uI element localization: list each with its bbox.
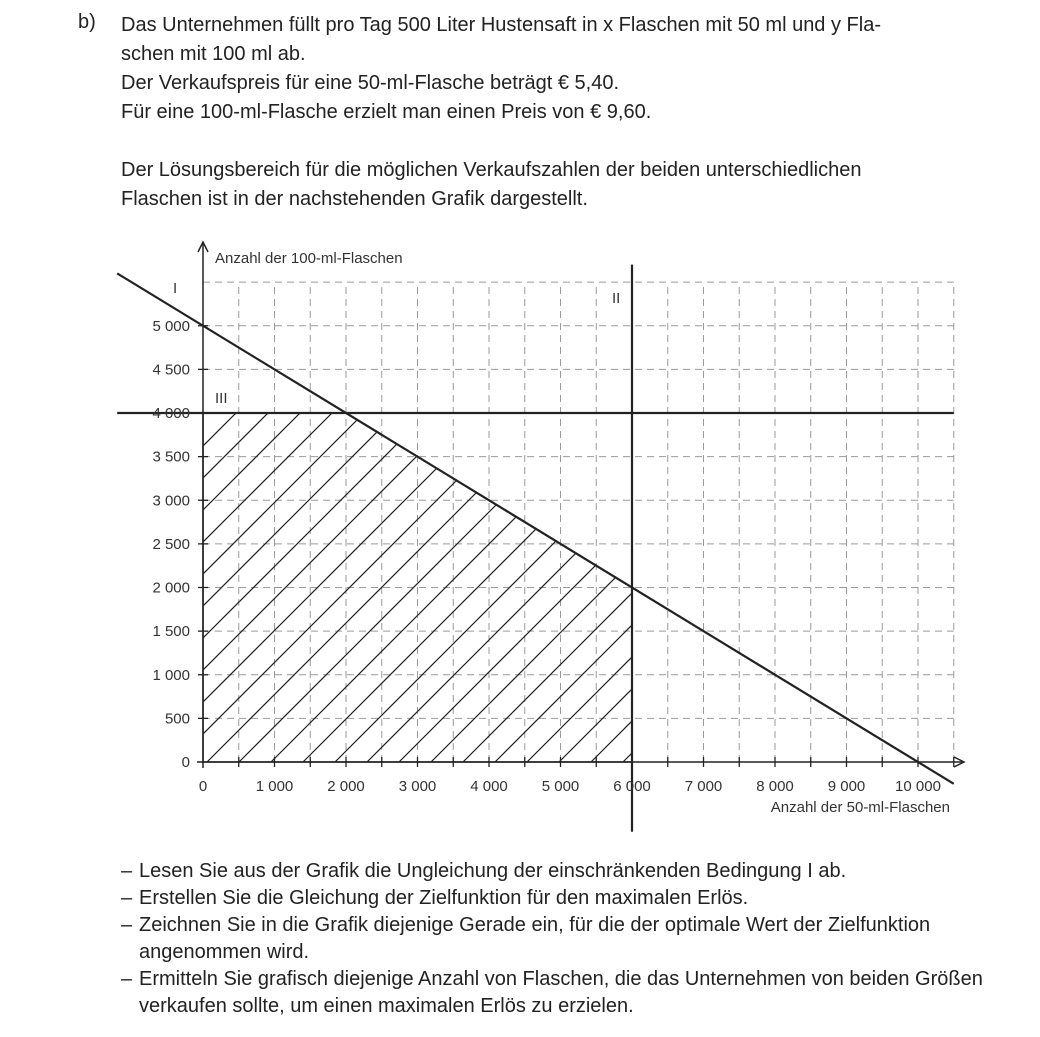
hatch-line — [655, 230, 1040, 762]
y-tick-label: 0 — [181, 754, 190, 771]
hatch-line — [0, 230, 235, 762]
hatch-line — [783, 230, 1040, 762]
hatch-line — [0, 230, 683, 762]
hatch-line — [751, 230, 1040, 762]
labels-layer — [152, 250, 950, 816]
intro-line: Das Unternehmen füllt pro Tag 500 Liter Hustensaft in x Flaschen mit 50 ml und y Fla- — [121, 14, 881, 36]
task-intro — [121, 11, 981, 214]
hatch-line — [0, 230, 523, 762]
question-item: – Lesen Sie aus der Grafik die Ungleichung der einschränkenden Bedingung I ab. — [121, 858, 1001, 885]
hatch-line — [0, 230, 555, 762]
x-tick-label: 2 000 — [327, 778, 365, 795]
intro-line: schen mit 100 ml ab. — [121, 43, 306, 65]
y-tick-label: 3 500 — [152, 448, 190, 466]
hatch-line — [0, 230, 427, 762]
y-tick-label: 1 500 — [152, 623, 190, 641]
y-tick-label: 4 000 — [152, 405, 190, 422]
hatch-line — [303, 230, 1003, 762]
hatch-line — [0, 230, 395, 762]
constraint-lines — [117, 265, 954, 832]
x-tick-label: 3 000 — [398, 778, 437, 795]
hatch-line — [495, 230, 1040, 762]
x-tick-label: 6 000 — [613, 778, 651, 795]
x-tick-label: 7 000 — [684, 778, 723, 795]
hatch-line — [111, 230, 811, 762]
question-item: – Zeichnen Sie in die Grafik diejenige Gerade ein, für die der optimale Wert der Zielfunktion angenommen wird. — [121, 912, 1001, 966]
intro-line: Der Verkaufspreis für eine 50-ml-Flasche beträgt € 5,40. — [121, 72, 620, 94]
x-tick-label: 0 — [198, 778, 208, 795]
hatch-line — [143, 230, 843, 762]
x-axis-title: Anzahl der 50-ml-Flaschen — [770, 799, 950, 816]
hatch-line — [207, 230, 907, 762]
y-tick-label: 2 500 — [152, 535, 190, 553]
hatch-line — [0, 230, 651, 762]
hatch-line — [0, 230, 267, 762]
hatch-line — [271, 230, 971, 762]
question-item: – Ermitteln Sie grafisch diejenige Anzahl von Flaschen, die das Unternehmen von beiden Größen verkaufen sollte, um einen maximalen Erlös zu erzielen. — [121, 966, 1001, 1020]
optimization-chart — [0, 230, 1040, 840]
x-tick-label: 9 000 — [827, 778, 866, 795]
question-list — [121, 858, 1001, 1020]
hatch-line — [335, 230, 1035, 762]
x-tick-label: 5 000 — [541, 778, 580, 795]
y-tick-label: 1 000 — [152, 666, 190, 684]
chart-svg — [0, 230, 1040, 840]
grid-layer — [203, 282, 954, 762]
y-tick-label: 4 500 — [152, 361, 190, 379]
y-tick-label: 500 — [164, 710, 190, 728]
constraint-label-i: I — [173, 280, 178, 297]
task-label: b) — [78, 11, 96, 33]
hatch-line — [399, 230, 1040, 762]
hatch-line — [0, 230, 619, 762]
hatch-line — [239, 230, 939, 762]
hatch-line — [719, 230, 1040, 762]
y-tick-label: 2 000 — [152, 579, 190, 597]
hatch-line — [0, 230, 587, 762]
hatch-line — [0, 230, 459, 762]
constraint-label-ii: II — [612, 290, 621, 307]
y-axis-title: Anzahl der 100-ml-Flaschen — [215, 250, 403, 267]
question-item: – Erstellen Sie die Gleichung der Zielfunktion für den maximalen Erlös. — [121, 885, 1001, 912]
constraint-label-iii: III — [215, 390, 228, 407]
constraint-line-i — [117, 273, 954, 783]
hatch-line — [623, 230, 1040, 762]
description-line: Der Lösungsbereich für die möglichen Verkaufszahlen der beiden unterschiedlichen — [121, 159, 862, 181]
hatch-line — [431, 230, 1040, 762]
x-tick-label: 10 000 — [895, 778, 941, 795]
x-tick-label: 1 000 — [255, 778, 294, 795]
hatch-line — [15, 230, 715, 762]
hatch-line — [687, 230, 1040, 762]
hatch-line — [527, 230, 1040, 762]
intro-line: Für eine 100-ml-Flasche erzielt man einen Preis von € 9,60. — [121, 101, 652, 123]
hatch-line — [591, 230, 1040, 762]
y-tick-label: 3 000 — [152, 492, 190, 510]
x-tick-label: 8 000 — [756, 778, 794, 795]
x-tick-label: 4 000 — [470, 778, 508, 795]
description-line: Flaschen ist in der nachstehenden Grafik dargestellt. — [121, 188, 588, 210]
y-tick-label: 5 000 — [152, 317, 190, 335]
